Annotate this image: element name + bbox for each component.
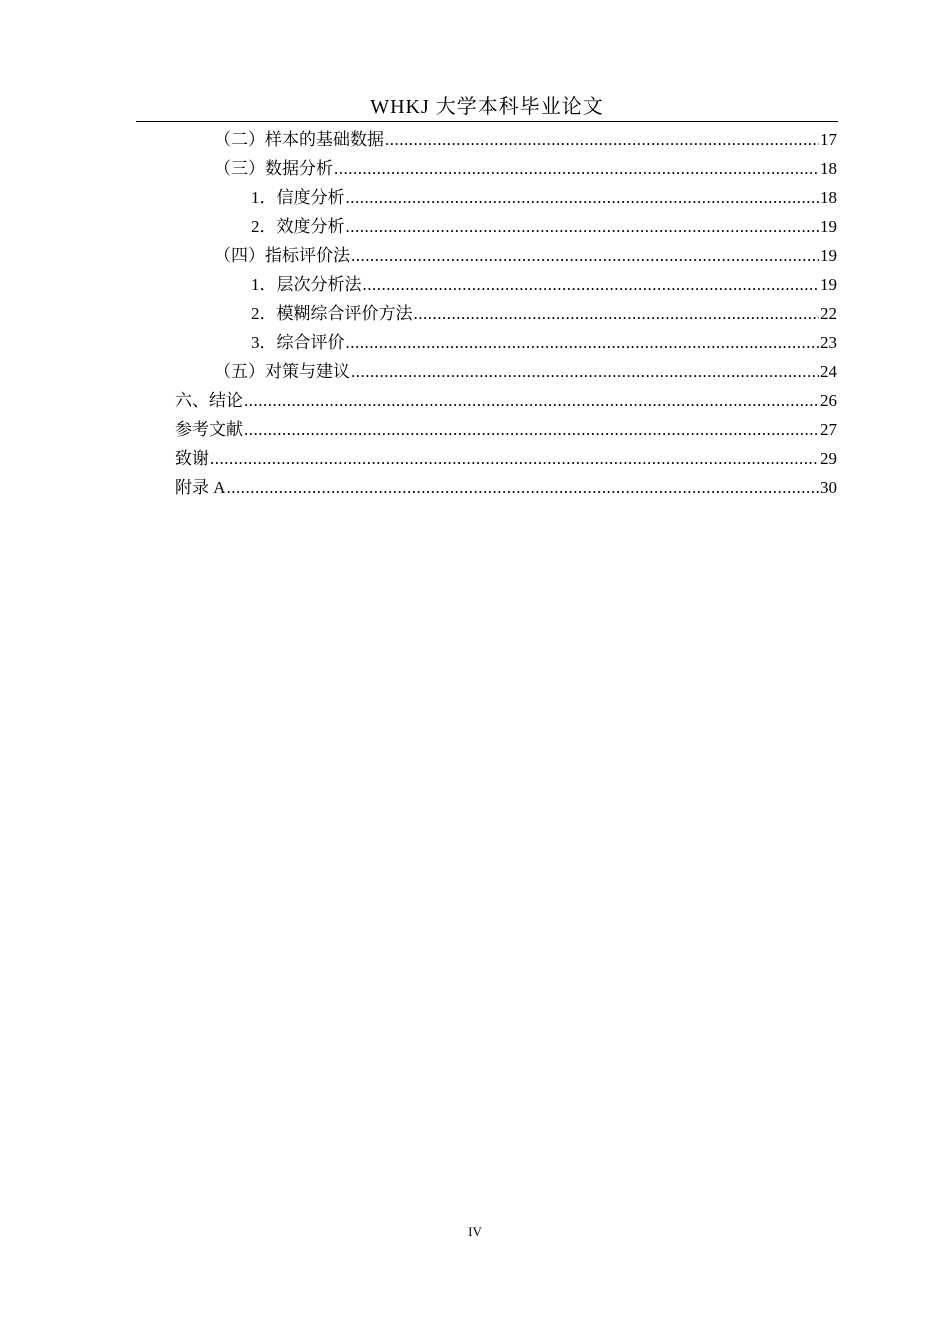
toc-entry-page: 22 xyxy=(820,304,837,323)
toc-dot-leader xyxy=(351,361,819,383)
toc-entry[interactable] xyxy=(214,151,837,180)
toc-entry-label: 参考文献 xyxy=(175,420,243,439)
toc-dot-leader xyxy=(346,332,820,354)
toc-entry[interactable] xyxy=(251,267,837,296)
toc-entry-label: （四）指标评价法 xyxy=(214,246,350,265)
toc-entry[interactable] xyxy=(214,122,837,151)
toc-entry[interactable] xyxy=(175,470,837,499)
toc-entry[interactable] xyxy=(175,412,837,441)
page-number: IV xyxy=(468,1224,482,1239)
toc-entry-page: 27 xyxy=(820,420,837,439)
toc-entry-label: （三）数据分析 xyxy=(214,159,333,178)
toc-entry[interactable] xyxy=(175,441,837,470)
toc-dot-leader xyxy=(244,390,819,412)
toc-dot-leader xyxy=(351,245,819,267)
toc-entry[interactable] xyxy=(214,354,837,383)
toc-entry-page: 19 xyxy=(820,217,837,236)
toc-entry[interactable] xyxy=(251,180,837,209)
toc-entry-page: 18 xyxy=(820,159,837,178)
header-title: WHKJ 大学本科毕业论文 xyxy=(370,96,604,118)
toc-entry[interactable] xyxy=(214,238,837,267)
toc-entry-label: 附录 A xyxy=(175,478,226,497)
toc-dot-leader xyxy=(346,216,820,238)
toc-entry-label: 六、结论 xyxy=(175,391,243,410)
toc-dot-leader xyxy=(244,419,819,441)
toc-entry-label: （二）样本的基础数据 xyxy=(214,130,384,149)
toc-entry-label: 2．模糊综合评价方法 xyxy=(251,304,413,323)
toc-entry-page: 30 xyxy=(820,478,837,497)
toc-entry-page: 24 xyxy=(820,362,837,381)
toc-entry-label: 1．信度分析 xyxy=(251,188,345,207)
toc-dot-leader xyxy=(363,274,820,296)
page-header xyxy=(136,93,838,122)
toc-entry-page: 26 xyxy=(820,391,837,410)
toc-entry[interactable] xyxy=(251,209,837,238)
toc-entry[interactable] xyxy=(175,383,837,412)
toc-entry-label: 2．效度分析 xyxy=(251,217,345,236)
toc-dot-leader xyxy=(385,129,819,151)
toc-entry-page: 29 xyxy=(820,449,837,468)
toc-entry-page: 23 xyxy=(820,333,837,352)
toc-entry-page: 17 xyxy=(820,130,837,149)
toc-entry[interactable] xyxy=(251,325,837,354)
toc-entry-label: 3．综合评价 xyxy=(251,333,345,352)
toc-dot-leader xyxy=(346,187,820,209)
toc-entry[interactable] xyxy=(251,296,837,325)
toc-entry-page: 19 xyxy=(820,246,837,265)
toc-dot-leader xyxy=(227,477,819,499)
toc-entry-label: 1．层次分析法 xyxy=(251,275,362,294)
toc-entry-page: 19 xyxy=(820,275,837,294)
toc-dot-leader xyxy=(414,303,820,325)
toc-dot-leader xyxy=(334,158,819,180)
toc-entry-label: （五）对策与建议 xyxy=(214,362,350,381)
toc-entry-label: 致谢 xyxy=(175,449,209,468)
toc-dot-leader xyxy=(210,448,819,470)
toc-entry-page: 18 xyxy=(820,188,837,207)
